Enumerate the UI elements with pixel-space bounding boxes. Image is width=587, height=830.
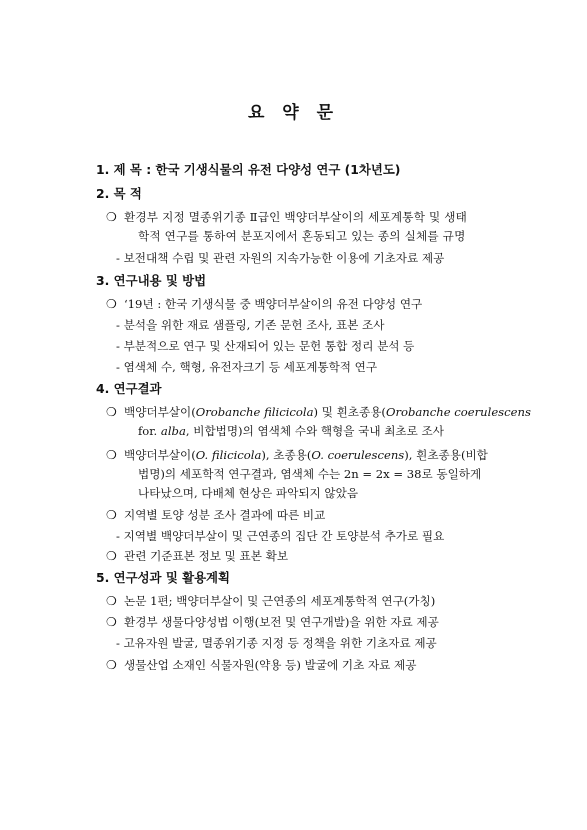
s5-bullet-2: 환경부 생물다양성법 이행(보전 및 연구개발)을 위한 자료 제공 (124, 615, 439, 629)
page-title: 요 약 문 (247, 103, 340, 123)
section-3-heading: 3. 연구내용 및 방법 (96, 273, 207, 288)
text-run: 백양더부살이( (124, 448, 196, 462)
scientific-name: O. coerulescens (311, 448, 405, 462)
bullet-icon: ❍ (106, 405, 117, 419)
s4-bullet-2-line-1 (124, 448, 488, 462)
bullet-icon: ❍ (106, 508, 117, 522)
s3-bullet-1: ‘19년 : 한국 기생식물 중 백양더부살이의 유전 다양성 연구 (124, 297, 423, 311)
scientific-name: Orobanche filicicola (195, 405, 314, 419)
text-run: 백양더부살이( (124, 405, 196, 419)
s5-dash-1: - 고유자원 발굴, 멸종위기종 지정 등 정책을 위한 기초자료 제공 (116, 636, 437, 650)
section-5-heading: 5. 연구성과 및 활용계획 (96, 570, 230, 585)
scientific-name: Orobanche coerulescens (385, 405, 531, 419)
text-run: for. (138, 424, 161, 438)
text-run: ), 초종용( (261, 448, 312, 462)
scientific-name: alba (160, 424, 186, 438)
scientific-name: O. filicicola (195, 448, 262, 462)
s3-dash-1: - 분석을 위한 재료 샘플링, 기존 문헌 조사, 표본 조사 (116, 318, 385, 332)
bullet-icon: ❍ (106, 210, 117, 224)
s4-dash-1: - 지역별 백양더부살이 및 근연종의 집단 간 토양분석 추가로 필요 (116, 529, 445, 543)
s3-dash-3: - 염색체 수, 핵형, 유전자크기 등 세포계통학적 연구 (116, 360, 378, 374)
bullet-icon: ❍ (106, 549, 117, 563)
s5-bullet-3: 생물산업 소재인 식물자원(약용 등) 발굴에 기초 자료 제공 (124, 658, 417, 672)
s4-bullet-1-line-2 (138, 424, 444, 438)
s4-bullet-3: 지역별 토양 성분 조사 결과에 따른 비교 (124, 508, 326, 522)
s4-bullet-4: 관련 기준표본 정보 및 표본 확보 (124, 549, 289, 563)
bullet-icon: ❍ (106, 658, 117, 672)
text-run: , 비합법명)의 염색체 수와 핵형을 국내 최초로 조사 (185, 424, 444, 438)
section-4-heading: 4. 연구결과 (96, 381, 162, 396)
section-2-heading: 2. 목 적 (96, 186, 142, 201)
bullet-icon: ❍ (106, 448, 117, 462)
s5-bullet-1: 논문 1편; 백양더부살이 및 근연종의 세포계통학적 연구(가칭) (124, 594, 436, 608)
section-1-heading: 1. 제 목 : 한국 기생식물의 유전 다양성 연구 (1차년도) (96, 162, 401, 177)
s3-dash-2: - 부분적으로 연구 및 산재되어 있는 문헌 통합 정리 분석 등 (116, 339, 415, 353)
s4-bullet-2-line-2: 법명)의 세포학적 연구결과, 염색체 수는 2n = 2x = 38로 동일하게 (138, 467, 482, 481)
s4-bullet-2-line-3: 나타났으며, 다배체 현상은 파악되지 않았음 (138, 486, 359, 500)
bullet-icon: ❍ (106, 594, 117, 608)
s2-dash-1: - 보전대책 수립 및 관련 자원의 지속가능한 이용에 기초자료 제공 (116, 251, 445, 265)
text-run: ), 흰초종용(비합 (404, 448, 488, 462)
bullet-icon: ❍ (106, 615, 117, 629)
s2-bullet-1-line-2: 학적 연구를 통하여 분포지에서 혼동되고 있는 종의 실체를 규명 (138, 229, 466, 243)
text-run: ) 및 흰초종용( (313, 405, 386, 419)
s4-bullet-1-line-1 (124, 405, 531, 419)
bullet-icon: ❍ (106, 297, 117, 311)
s2-bullet-1-line-1: 환경부 지정 멸종위기종 Ⅱ급인 백양더부살이의 세포계통학 및 생태 (124, 210, 468, 224)
